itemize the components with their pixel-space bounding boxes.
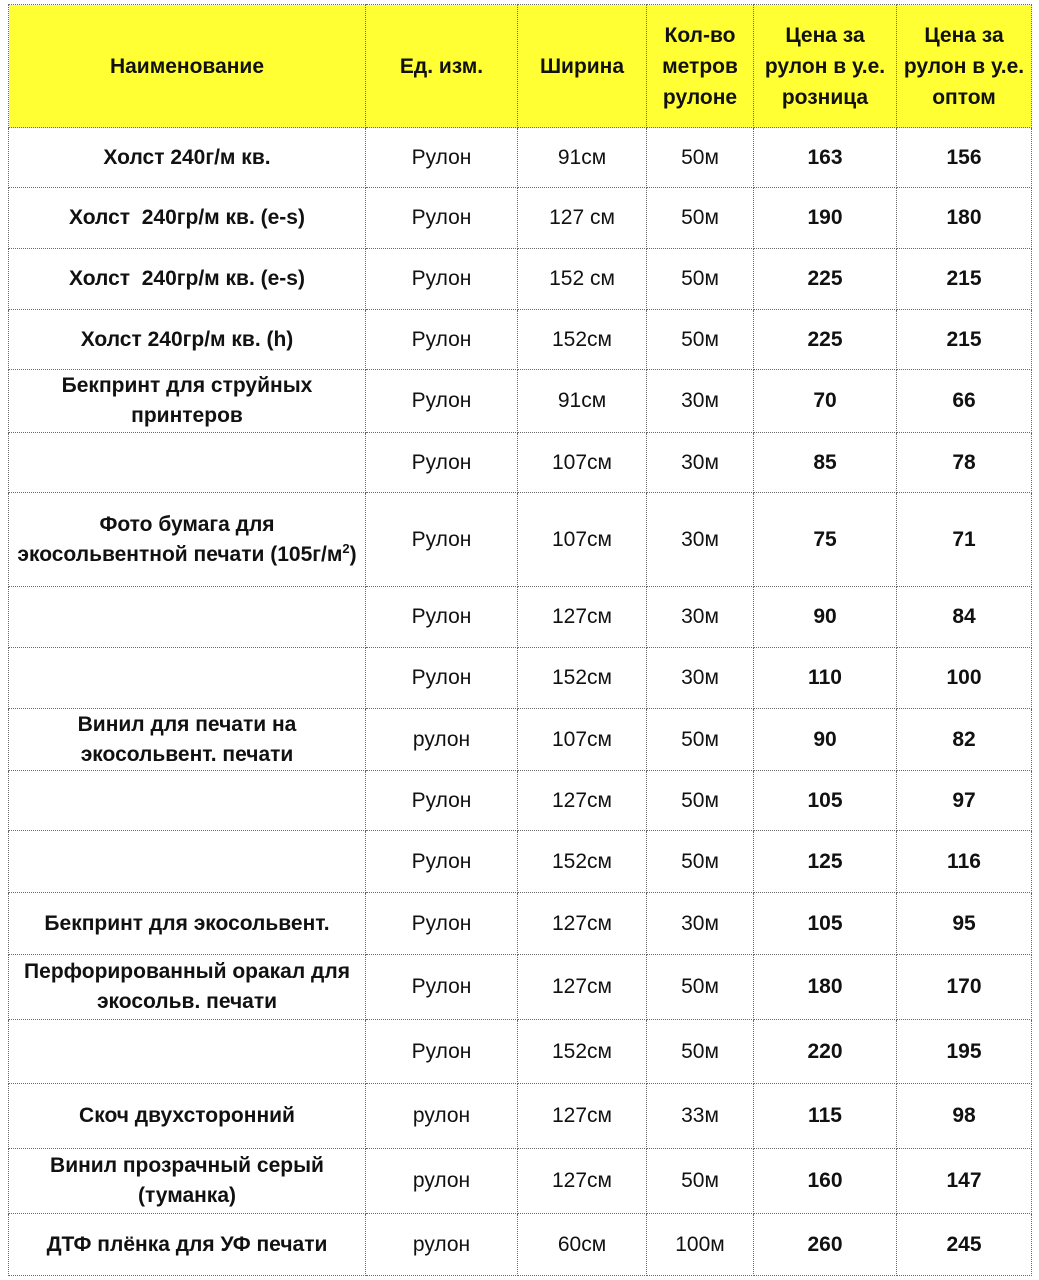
product-name: Перфорированный оракал для экосольв. печати <box>9 955 366 1020</box>
table-row <box>9 188 1032 249</box>
product-name <box>9 648 366 709</box>
wholesale-price-cell: 66 <box>897 370 1032 433</box>
meters-cell: 30м <box>647 493 754 587</box>
table-row <box>9 128 1032 188</box>
table-row <box>9 370 1032 433</box>
retail-price-cell: 225 <box>754 310 897 370</box>
table-row <box>9 955 1032 1020</box>
wholesale-price-cell: 245 <box>897 1214 1032 1276</box>
width-cell: 127см <box>518 1084 647 1149</box>
table-row <box>9 587 1032 648</box>
unit-cell: Рулон <box>366 493 518 587</box>
unit-cell: Рулон <box>366 587 518 648</box>
table-row <box>9 1020 1032 1084</box>
meters-cell: 50м <box>647 709 754 771</box>
unit-cell: рулон <box>366 1149 518 1214</box>
header-wholesale-price: Цена за рулон в у.е. оптом <box>897 5 1032 128</box>
wholesale-price-cell: 82 <box>897 709 1032 771</box>
product-name: Бекпринт для струйных принтеров <box>9 370 366 433</box>
price-table <box>8 4 1032 1276</box>
meters-cell: 50м <box>647 1020 754 1084</box>
retail-price-cell: 75 <box>754 493 897 587</box>
meters-cell: 50м <box>647 771 754 831</box>
wholesale-price-cell: 97 <box>897 771 1032 831</box>
table-row <box>9 893 1032 955</box>
table-row <box>9 310 1032 370</box>
width-cell: 152 см <box>518 249 647 310</box>
retail-price-cell: 163 <box>754 128 897 188</box>
product-name-tail: ) <box>349 542 357 566</box>
wholesale-price-cell: 170 <box>897 955 1032 1020</box>
table-row <box>9 1214 1032 1276</box>
table-row <box>9 493 1032 587</box>
header-unit: Ед. изм. <box>366 5 518 128</box>
header-retail-price: Цена за рулон в у.е. розница <box>754 5 897 128</box>
wholesale-price-cell: 147 <box>897 1149 1032 1214</box>
width-cell: 152см <box>518 1020 647 1084</box>
retail-price-cell: 70 <box>754 370 897 433</box>
table-row <box>9 1149 1032 1214</box>
wholesale-price-cell: 100 <box>897 648 1032 709</box>
wholesale-price-cell: 215 <box>897 310 1032 370</box>
width-cell: 152см <box>518 310 647 370</box>
width-cell: 107см <box>518 709 647 771</box>
table-row <box>9 771 1032 831</box>
unit-cell: Рулон <box>366 188 518 249</box>
unit-cell: Рулон <box>366 893 518 955</box>
width-cell: 107см <box>518 433 647 493</box>
unit-cell: Рулон <box>366 249 518 310</box>
width-cell: 127 см <box>518 188 647 249</box>
meters-cell: 50м <box>647 128 754 188</box>
meters-cell: 100м <box>647 1214 754 1276</box>
retail-price-cell: 220 <box>754 1020 897 1084</box>
unit-cell: Рулон <box>366 955 518 1020</box>
header-meters: Кол-во метров рулоне <box>647 5 754 128</box>
product-name: Холст 240г/м кв. <box>9 128 366 188</box>
unit-cell: Рулон <box>366 831 518 893</box>
width-cell: 127см <box>518 587 647 648</box>
wholesale-price-cell: 78 <box>897 433 1032 493</box>
unit-cell: рулон <box>366 1084 518 1149</box>
meters-cell: 50м <box>647 310 754 370</box>
width-cell: 91см <box>518 128 647 188</box>
retail-price-cell: 125 <box>754 831 897 893</box>
product-name <box>9 493 366 587</box>
meters-cell: 50м <box>647 1149 754 1214</box>
retail-price-cell: 90 <box>754 587 897 648</box>
product-name <box>9 1020 366 1084</box>
unit-cell: рулон <box>366 1214 518 1276</box>
wholesale-price-cell: 156 <box>897 128 1032 188</box>
unit-cell: Рулон <box>366 1020 518 1084</box>
retail-price-cell: 225 <box>754 249 897 310</box>
width-cell: 127см <box>518 771 647 831</box>
unit-cell: Рулон <box>366 771 518 831</box>
product-name <box>9 831 366 893</box>
product-name: Холст 240гр/м кв. (e-s) <box>9 249 366 310</box>
meters-cell: 30м <box>647 433 754 493</box>
product-name: Холст 240гр/м кв. (h) <box>9 310 366 370</box>
width-cell: 107см <box>518 493 647 587</box>
width-cell: 60см <box>518 1214 647 1276</box>
width-cell: 91см <box>518 370 647 433</box>
product-name: Винил прозрачный серый (туманка) <box>9 1149 366 1214</box>
unit-cell: Рулон <box>366 310 518 370</box>
retail-price-cell: 190 <box>754 188 897 249</box>
width-cell: 152см <box>518 648 647 709</box>
unit-cell: Рулон <box>366 648 518 709</box>
wholesale-price-cell: 95 <box>897 893 1032 955</box>
meters-cell: 30м <box>647 370 754 433</box>
width-cell: 127см <box>518 893 647 955</box>
table-row <box>9 249 1032 310</box>
meters-cell: 30м <box>647 648 754 709</box>
width-cell: 152см <box>518 831 647 893</box>
retail-price-cell: 115 <box>754 1084 897 1149</box>
product-name: Бекпринт для экосольвент. <box>9 893 366 955</box>
superscript: 2 <box>342 540 350 556</box>
product-name: ДТФ плёнка для УФ печати <box>9 1214 366 1276</box>
product-name: Винил для печати на экосольвент. печати <box>9 709 366 771</box>
wholesale-price-cell: 180 <box>897 188 1032 249</box>
retail-price-cell: 160 <box>754 1149 897 1214</box>
retail-price-cell: 85 <box>754 433 897 493</box>
product-name: Холст 240гр/м кв. (e-s) <box>9 188 366 249</box>
table-row <box>9 648 1032 709</box>
retail-price-cell: 105 <box>754 893 897 955</box>
table-row <box>9 831 1032 893</box>
table-row <box>9 433 1032 493</box>
wholesale-price-cell: 98 <box>897 1084 1032 1149</box>
product-name <box>9 587 366 648</box>
wholesale-price-cell: 84 <box>897 587 1032 648</box>
meters-cell: 50м <box>647 955 754 1020</box>
unit-cell: Рулон <box>366 370 518 433</box>
header-row <box>9 5 1032 128</box>
width-cell: 127см <box>518 1149 647 1214</box>
product-name <box>9 771 366 831</box>
retail-price-cell: 90 <box>754 709 897 771</box>
retail-price-cell: 180 <box>754 955 897 1020</box>
product-name: Скоч двухсторонний <box>9 1084 366 1149</box>
product-name <box>9 433 366 493</box>
meters-cell: 50м <box>647 831 754 893</box>
retail-price-cell: 105 <box>754 771 897 831</box>
meters-cell: 33м <box>647 1084 754 1149</box>
wholesale-price-cell: 116 <box>897 831 1032 893</box>
meters-cell: 50м <box>647 249 754 310</box>
meters-cell: 50м <box>647 188 754 249</box>
wholesale-price-cell: 215 <box>897 249 1032 310</box>
wholesale-price-cell: 71 <box>897 493 1032 587</box>
meters-cell: 30м <box>647 893 754 955</box>
unit-cell: Рулон <box>366 433 518 493</box>
width-cell: 127см <box>518 955 647 1020</box>
unit-cell: Рулон <box>366 128 518 188</box>
header-width: Ширина <box>518 5 647 128</box>
unit-cell: рулон <box>366 709 518 771</box>
meters-cell: 30м <box>647 587 754 648</box>
header-name: Наименование <box>9 5 366 128</box>
product-name-text: Фото бумага для экосольвентной печати (105г/м <box>17 512 343 566</box>
wholesale-price-cell: 195 <box>897 1020 1032 1084</box>
table-row <box>9 709 1032 771</box>
retail-price-cell: 110 <box>754 648 897 709</box>
retail-price-cell: 260 <box>754 1214 897 1276</box>
table-row <box>9 1084 1032 1149</box>
